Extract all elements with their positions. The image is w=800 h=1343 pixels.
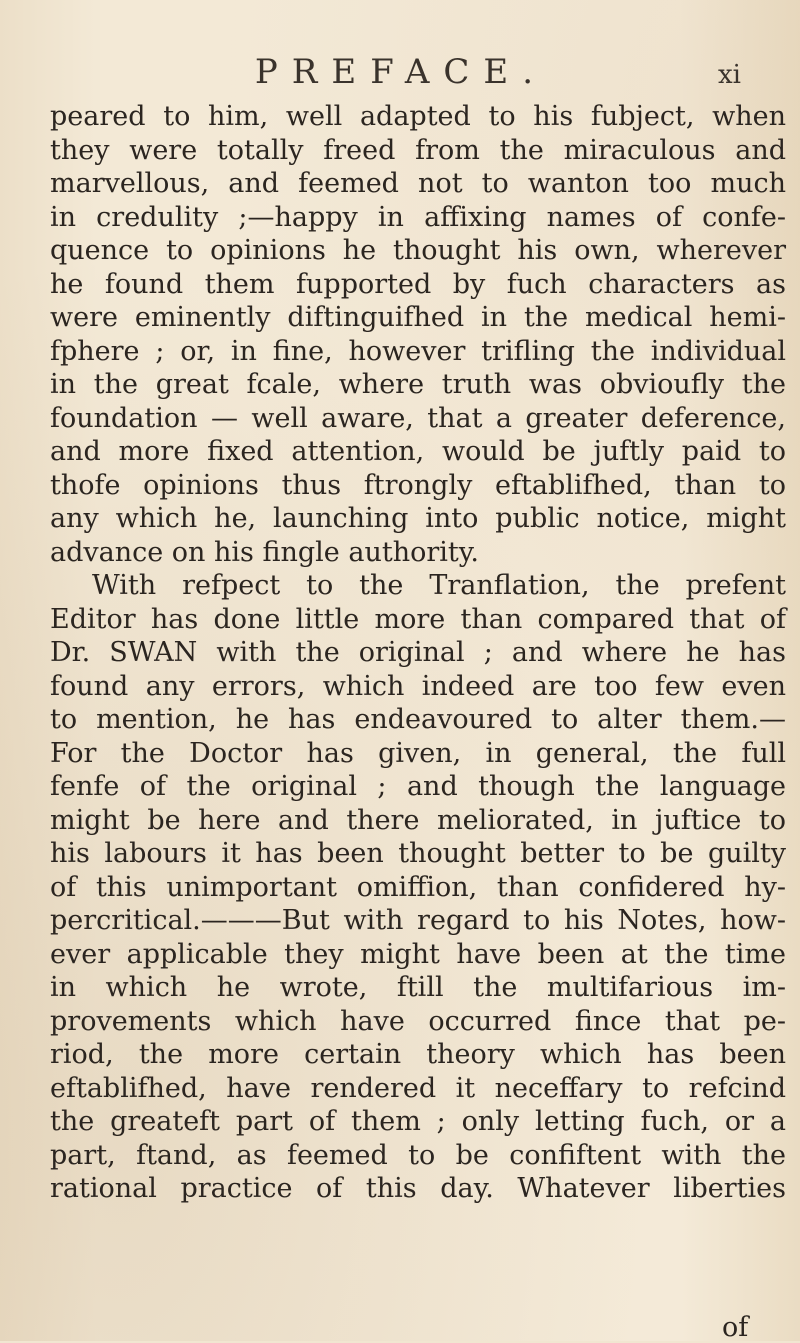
text-line: the greateft part of them ; only letting fuch, or a <box>50 1106 786 1137</box>
text-line: For the Doctor has given, in general, the full <box>50 737 786 769</box>
text-line: found any errors, which indeed are too few even <box>50 670 786 702</box>
text-line: riod, the more certain theory which has been <box>50 1039 786 1070</box>
text-line: rational practice of this day. Whatever liberties <box>50 1173 786 1204</box>
text-line: fenfe of the original ; and though the language <box>50 771 786 802</box>
text-line: to mention, he has endeavoured to alter them.— <box>50 704 786 735</box>
text-line: of this unimportant omiffion, than confidered hy- <box>50 871 786 903</box>
text-line: his labours it has been thought better to be guilty <box>50 838 786 869</box>
paragraph-end-line: advance on his fingle authority. <box>50 536 479 568</box>
text-line: any which he, launching into public notice, might <box>50 503 786 534</box>
running-head: PREFACE. <box>254 52 548 92</box>
body-text <box>50 100 786 1206</box>
text-line: provements which have occurred fince that pe- <box>50 1005 786 1037</box>
text-line: eftablifhed, have rendered it neceffary to refcind <box>50 1072 786 1104</box>
text-line: Editor has done little more than compared that of <box>50 603 786 635</box>
text-line: peared to him, well adapted to his fubject, when <box>50 101 786 132</box>
text-line: thofe opinions thus ftrongly eftablifhed, than to <box>50 469 786 501</box>
catchword: of <box>722 1312 749 1343</box>
text-line: percritical.———But with regard to his Notes, how- <box>50 905 786 936</box>
text-line: quence to opinions he thought his own, wherever <box>50 235 786 266</box>
text-line: marvellous, and feemed not to wanton too much <box>50 168 786 199</box>
text-line: might be here and there meliorated, in juftice to <box>50 804 786 836</box>
text-line: ever applicable they might have been at the time <box>50 938 786 970</box>
text-line: in which he wrote, ftill the multifarious im- <box>50 972 786 1003</box>
text-line: he found them fupported by fuch characters as <box>50 268 786 300</box>
page-number: xi <box>718 60 741 90</box>
text-line: in credulity ;—happy in affixing names of confe- <box>50 201 786 233</box>
text-line: and more fixed attention, would be juftly paid to <box>50 436 786 467</box>
text-line: fphere ; or, in fine, however trifling the individual <box>50 335 786 367</box>
text-line: were eminently diftinguifhed in the medical hemi- <box>50 302 786 333</box>
text-line: part, ftand, as feemed to be confiftent with the <box>50 1139 786 1171</box>
text-line: Dr. SWAN with the original ; and where he has <box>50 637 786 668</box>
text-line: foundation — well aware, that a greater deference, <box>50 402 786 434</box>
paragraph-first-line: With refpect to the Tranflation, the prefent <box>92 570 786 601</box>
text-line: in the great fcale, where truth was obvioufly the <box>50 369 786 400</box>
text-line: they were totally freed from the miraculous and <box>50 134 786 166</box>
